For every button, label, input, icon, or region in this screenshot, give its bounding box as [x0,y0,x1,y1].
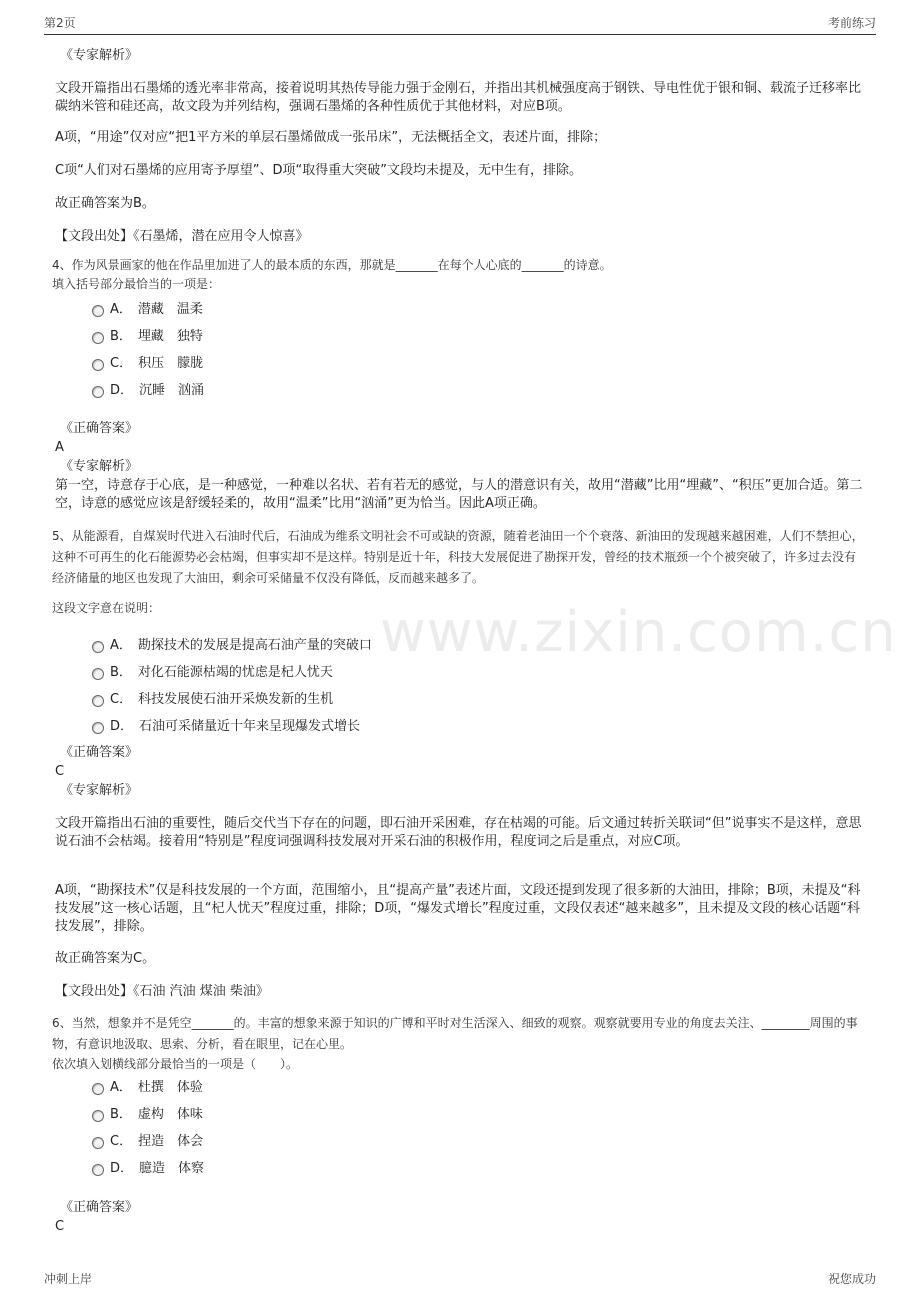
q5-option-b[interactable] [92,661,333,680]
q5-option-d[interactable] [92,715,360,734]
q4-answer-title: 《正确答案》 [60,421,139,436]
option-letter: D． [110,383,134,398]
q3-analysis-p4: 故正确答案为B。 [55,196,155,211]
q5-analysis-p1: 文段开篇指出石油的重要性，随后交代当下存在的问题，即石油开采困难，存在枯竭的可能。后文通过转折关联词“但”说事实不是这样，意思说石油不会枯竭。接着用“特别是”程度词强调科技发展对开采石油的积极作用，程度词之后是重点，对应C项。 [55,816,862,849]
q5-option-c[interactable] [92,688,333,707]
option-text: 石油可采储量近十年来呈现爆发式增长 [139,719,361,734]
radio-icon[interactable] [92,305,104,317]
footer-right: 祝您成功 [827,1272,876,1286]
watermark: www.zixin.com.cn [380,600,897,665]
q3-analysis-p3: C项“人们对石墨烯的应用寄予厚望”、D项“取得重大突破”文段均未提及，无中生有，排除。 [55,163,583,178]
option-text: 杜撰 体验 [137,1080,203,1095]
q6-answer-title: 《正确答案》 [60,1200,139,1215]
q4-answer: A [55,440,64,455]
q6-option-a[interactable] [92,1076,203,1095]
q4-analysis-title: 《专家解析》 [60,459,139,474]
q3-analysis-p1: 文段开篇指出石墨烯的透光率非常高，接着说明其热传导能力强于金刚石，并指出其机械强度高于钢铁、导电性优于银和铜、载流子迁移率比碳纳米管和硅还高，故文段为并列结构，强调石墨烯的各种性质优于其他材料，对应B项。 [55,81,862,114]
q3-analysis-p2: A项，“用途”仅对应“把1平方米的单层石墨烯做成一张吊床”，无法概括全文，表述片面，排除； [55,130,607,145]
q5-stem: 5、从能源看，自煤炭时代进入石油时代后，石油成为维系文明社会不可或缺的资源，随着老油田一个个衰落、新油田的发现越来越困难，人们不禁担心，这种不可再生的化石能源势必会枯竭，但事实却不是这样。特别是近十年，科技大发展促进了勘探开发，曾经的技术瓶颈一个个被突破了，许多过去没有经济储量的地区也发现了大油田，剩余可采储量不仅没有降低，反而越来越多了。 [52,529,864,585]
option-letter: B． [110,1107,132,1122]
page-number: 第2页 [44,16,76,30]
option-text: 虚构 体味 [137,1107,203,1122]
option-letter: D． [110,719,134,734]
q5-analysis-title: 《专家解析》 [60,783,139,798]
q3-analysis-title: 《专家解析》 [60,48,139,63]
option-letter: C． [110,356,133,371]
radio-icon[interactable] [92,359,104,371]
option-text: 勘探技术的发展是提高石油产量的突破口 [137,638,372,653]
radio-icon[interactable] [92,1110,104,1122]
option-letter: D． [110,1161,134,1176]
radio-icon[interactable] [92,668,104,680]
q3-source: 【文段出处】《石墨烯，潜在应用令人惊喜》 [55,229,309,244]
q4-option-a[interactable] [92,298,203,317]
radio-icon[interactable] [92,1137,104,1149]
radio-icon[interactable] [92,332,104,344]
radio-icon[interactable] [92,1164,104,1176]
radio-icon[interactable] [92,386,104,398]
page-header [44,14,876,35]
q5-analysis-p2: A项，“勘探技术”仅是科技发展的一个方面，范围缩小，且“提高产量”表述片面，文段还提到发现了很多新的大油田，排除；B项，未提及“科技发展”这一核心话题，且“杞人忧天”程度过重，排除；D项，“爆发式增长”程度过重，文段仅表述“越来越多”，且未提及文段的核心话题“科技发展”，排除。 [55,883,861,934]
q4-option-c[interactable] [92,352,203,371]
radio-icon[interactable] [92,641,104,653]
option-text: 沉睡 汹涌 [139,383,205,398]
page-footer [44,1270,876,1287]
option-letter: A． [110,1080,132,1095]
q6-answer: C [55,1219,65,1234]
option-text: 臆造 体察 [139,1161,205,1176]
q6-option-c[interactable] [92,1130,203,1149]
q4-sub: 填入括号部分最恰当的一项是： [52,277,221,291]
q5-answer-title: 《正确答案》 [60,745,139,760]
q5-answer: C [55,764,65,779]
q6-option-d[interactable] [92,1157,204,1176]
q5-source: 【文段出处】《石油 汽油 煤油 柴油》 [55,984,269,999]
q6-stem: 6、当然，想象并不是凭空_______的。丰富的想象来源于知识的广博和平时对生活深入、细致的观察。观察就要用专业的角度去关注、________周围的事物，有意识地汲取、思索、分析，看在眼里，记在心里。 [52,1016,858,1051]
q6-sub: 依次填入划横线部分最恰当的一项是（ ）。 [52,1057,299,1071]
option-letter: C． [110,1134,133,1149]
q4-option-b[interactable] [92,325,203,344]
option-letter: C． [110,692,133,707]
q5-option-a[interactable] [92,634,372,653]
option-text: 积压 朦胧 [138,356,204,371]
q4-analysis: 第一空，诗意存于心底，是一种感觉，一种难以名状、若有若无的感觉，与人的潜意识有关，故用“潜藏”比用“埋藏”、“积压”更加合适。第二空，诗意的感觉应该是舒缓轻柔的，故用“温柔”比用“汹涌”更为恰当。因此A项正确。 [55,478,863,511]
option-text: 埋藏 独特 [137,329,203,344]
q4-option-d[interactable] [92,379,204,398]
option-letter: B． [110,329,132,344]
q5-sub: 这段文字意在说明： [52,601,161,615]
radio-icon[interactable] [92,695,104,707]
option-letter: B． [110,665,132,680]
q5-analysis-p3: 故正确答案为C。 [55,951,156,966]
header-title: 考前练习 [827,16,876,30]
option-letter: A． [110,638,132,653]
option-text: 捏造 体会 [138,1134,204,1149]
option-text: 科技发展使石油开采焕发新的生机 [138,692,334,707]
q4-stem: 4、作为风景画家的他在作品里加进了人的最本质的东西，那就是_______在每个人心底的_______的诗意。 [52,258,612,272]
option-text: 潜藏 温柔 [137,302,203,317]
radio-icon[interactable] [92,722,104,734]
footer-left: 冲刺上岸 [44,1272,93,1286]
q6-option-b[interactable] [92,1103,203,1122]
option-letter: A． [110,302,132,317]
option-text: 对化石能源枯竭的忧虑是杞人忧天 [137,665,333,680]
radio-icon[interactable] [92,1083,104,1095]
